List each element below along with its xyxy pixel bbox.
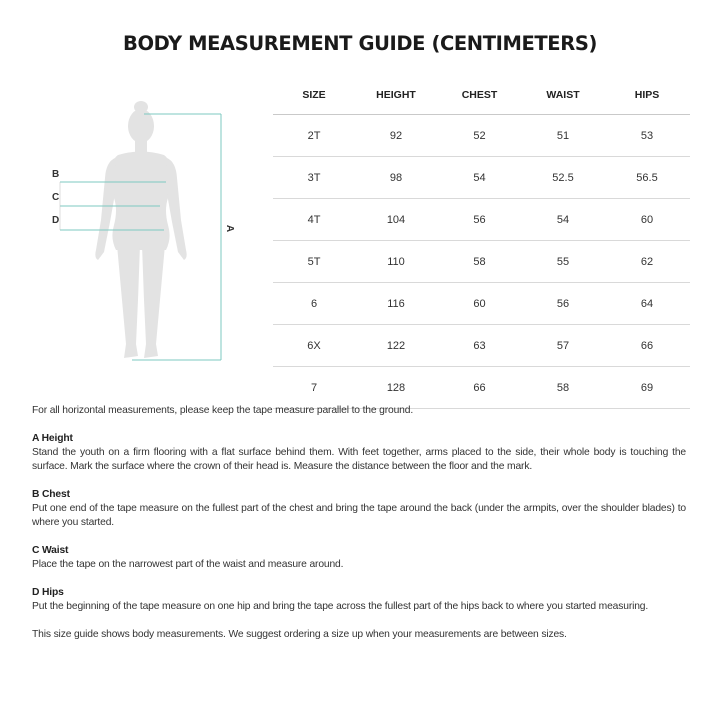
- cell-waist: 58: [522, 367, 604, 409]
- cell-height: 110: [355, 241, 437, 283]
- col-waist: WAIST: [522, 76, 604, 115]
- cell-waist: 55: [522, 241, 604, 283]
- cell-waist: 56: [522, 283, 604, 325]
- cell-waist: 54: [522, 199, 604, 241]
- cell-hips: 53: [604, 115, 690, 157]
- cell-waist: 52.5: [522, 157, 604, 199]
- section-heading-chest: B Chest: [32, 489, 70, 500]
- col-hips: HIPS: [604, 76, 690, 115]
- chest-label: B: [52, 169, 60, 180]
- cell-size: 6: [273, 283, 355, 325]
- section-heading-hips: D Hips: [32, 587, 64, 598]
- cell-size: 4T: [273, 199, 355, 241]
- col-chest: CHEST: [437, 76, 522, 115]
- cell-hips: 66: [604, 325, 690, 367]
- cell-size: 2T: [273, 115, 355, 157]
- footer-note: This size guide shows body measurements. We suggest ordering a size up when your measurements are between sizes.: [32, 629, 567, 640]
- table-row: [273, 283, 690, 325]
- table-row: [273, 325, 690, 367]
- cell-chest: 56: [437, 199, 522, 241]
- cell-hips: 56.5: [604, 157, 690, 199]
- cell-size: 5T: [273, 241, 355, 283]
- cell-height: 122: [355, 325, 437, 367]
- section-body-height: Stand the youth on a firm flooring with a flat surface behind them. With feet together, arms placed to the side, their whole body is touching the surface. Mark the surface where the crown of their head is. Measure the distance between the floor and the mark.: [32, 447, 686, 472]
- table-row: [273, 367, 690, 409]
- cell-chest: 66: [437, 367, 522, 409]
- cell-hips: 62: [604, 241, 690, 283]
- cell-size: 3T: [273, 157, 355, 199]
- col-size: SIZE: [273, 76, 355, 115]
- cell-height: 116: [355, 283, 437, 325]
- cell-chest: 58: [437, 241, 522, 283]
- page-title: BODY MEASUREMENT GUIDE (CENTIMETERS): [122, 32, 597, 55]
- table-header-row: [273, 76, 690, 115]
- section-body-chest: Put one end of the tape measure on the fullest part of the chest and bring the tape around the back (under the armpits, over the shoulder blades) to where you started.: [32, 503, 686, 528]
- hips-label: D: [52, 215, 60, 226]
- section-heading-waist: C Waist: [32, 545, 69, 556]
- cell-hips: 60: [604, 199, 690, 241]
- cell-height: 92: [355, 115, 437, 157]
- cell-size: 7: [273, 367, 355, 409]
- cell-hips: 64: [604, 283, 690, 325]
- cell-chest: 52: [437, 115, 522, 157]
- section-heading-height: A Height: [32, 433, 73, 444]
- silhouette-illustration: [40, 100, 250, 370]
- height-label: A: [224, 224, 236, 233]
- cell-chest: 54: [437, 157, 522, 199]
- intro-text: For all horizontal measurements, please keep the tape measure parallel to the ground.: [32, 405, 414, 416]
- cell-height: 98: [355, 157, 437, 199]
- instructions: [32, 404, 686, 642]
- cell-chest: 60: [437, 283, 522, 325]
- size-table: [273, 76, 690, 409]
- section-body-waist: Place the tape on the narrowest part of the waist and measure around.: [32, 559, 344, 570]
- cell-height: 128: [355, 367, 437, 409]
- cell-hips: 69: [604, 367, 690, 409]
- table-row: [273, 157, 690, 199]
- cell-waist: 57: [522, 325, 604, 367]
- col-height: HEIGHT: [355, 76, 437, 115]
- cell-chest: 63: [437, 325, 522, 367]
- table-row: [273, 115, 690, 157]
- table-row: [273, 241, 690, 283]
- cell-height: 104: [355, 199, 437, 241]
- table-row: [273, 199, 690, 241]
- body-figure: [40, 100, 250, 370]
- section-body-hips: Put the beginning of the tape measure on one hip and bring the tape across the fullest part of the hips back to where you started measuring.: [32, 601, 649, 612]
- waist-label: C: [52, 192, 60, 203]
- cell-waist: 51: [522, 115, 604, 157]
- cell-size: 6X: [273, 325, 355, 367]
